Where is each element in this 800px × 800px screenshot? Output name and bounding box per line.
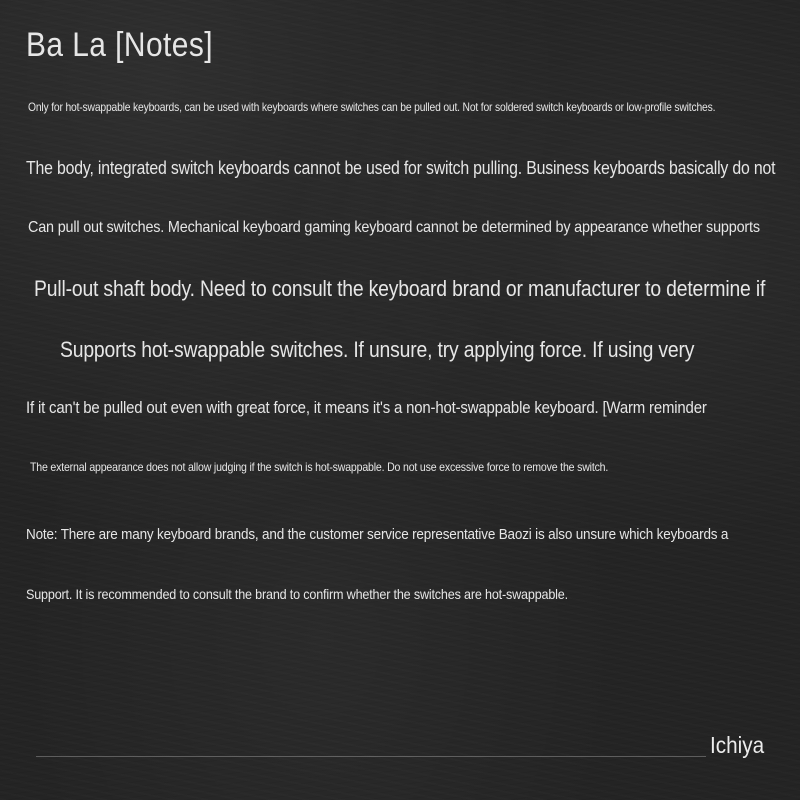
note-line-1: Only for hot-swappable keyboards, can be used with keyboards where switches can be pulled out. Not for soldered switch keyboards or low-profile switches. [28,100,716,114]
note-line-3: Can pull out switches. Mechanical keyboard gaming keyboard cannot be determined by appearance whether supports [28,219,760,236]
note-line-9: Support. It is recommended to consult the brand to confirm whether the switches are hot-swappable. [26,586,568,602]
divider-rule [36,756,706,757]
page-title: Ba La [Notes] [26,26,214,64]
signature: Ichiya [709,732,764,758]
note-line-8: Note: There are many keyboard brands, and the customer service representative Baozi is also unsure which keyboards a [26,526,729,543]
note-line-7: The external appearance does not allow judging if the switch is hot-swappable. Do not use excessive force to remove the switch. [30,460,609,474]
note-line-4: Pull-out shaft body. Need to consult the keyboard brand or manufacturer to determine if [34,276,766,301]
note-line-6: If it can't be pulled out even with great force, it means it's a non-hot-swappable keyboard. [Warm reminder [26,398,707,417]
note-line-5: Supports hot-swappable switches. If unsure, try applying force. If using very [60,337,695,362]
note-line-2: The body, integrated switch keyboards cannot be used for switch pulling. Business keyboards basically do not [26,158,776,178]
